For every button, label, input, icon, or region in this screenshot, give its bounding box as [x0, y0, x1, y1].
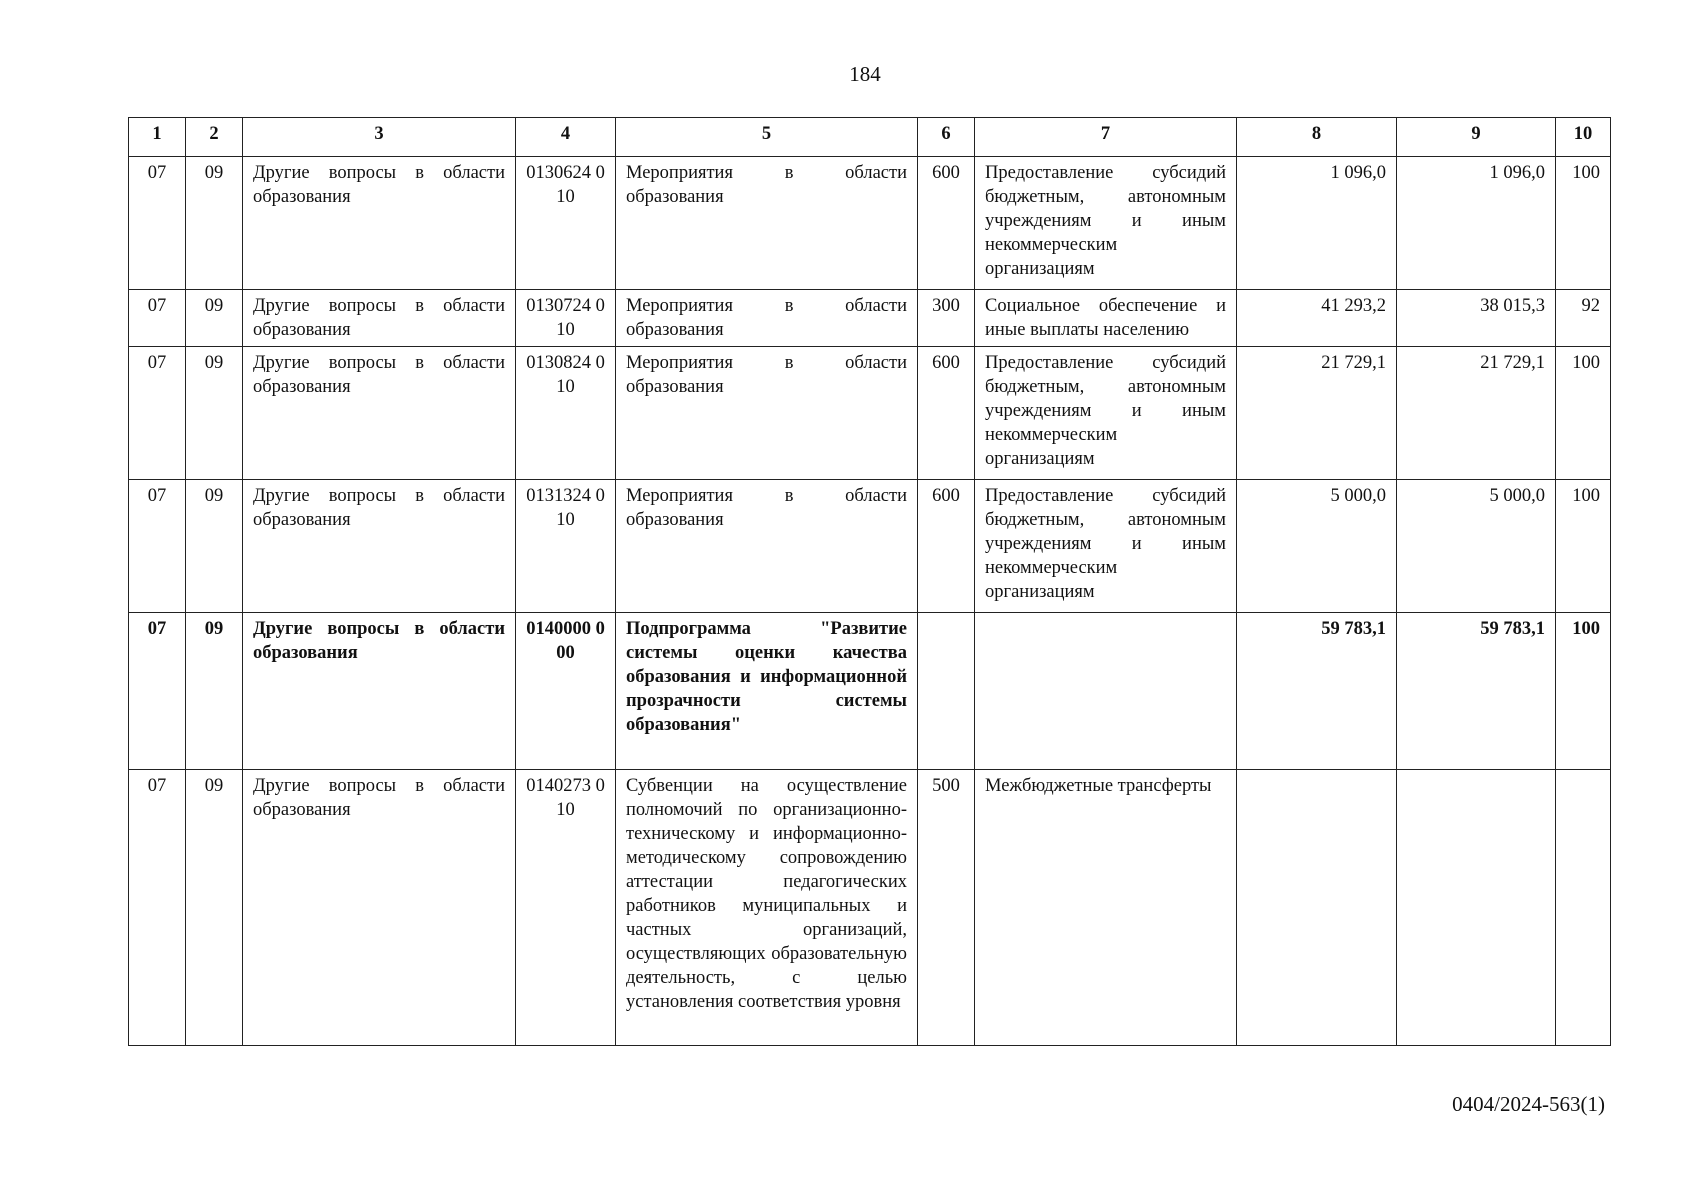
section-code: 07 — [129, 770, 186, 1046]
subsection-code: 09 — [186, 770, 243, 1046]
section-name: Другие вопросы в области образования — [243, 480, 516, 613]
table-row — [129, 157, 1611, 290]
execution-percent: 100 — [1556, 347, 1611, 480]
target-article-code: 0130724 010 — [516, 290, 616, 347]
section-name: Другие вопросы в области образования — [243, 613, 516, 770]
section-name: Другие вопросы в области образования — [243, 347, 516, 480]
header-col-10: 10 — [1556, 118, 1611, 157]
execution-percent: 100 — [1556, 613, 1611, 770]
expense-type-code: 600 — [918, 480, 975, 613]
executed-amount: 1 096,0 — [1397, 157, 1556, 290]
table-row — [129, 480, 1611, 613]
planned-amount: 1 096,0 — [1237, 157, 1397, 290]
section-name: Другие вопросы в области образования — [243, 290, 516, 347]
article-name: Субвенции на осуществление полномочий по организационно-техническому и информационно-методическому сопровождению аттестации педагогических работников муниципальных и частных организаций, осуществляющих образовательную деятельность, с целью установления соответствия уровня — [616, 770, 918, 1046]
execution-percent — [1556, 770, 1611, 1046]
header-col-6: 6 — [918, 118, 975, 157]
executed-amount: 21 729,1 — [1397, 347, 1556, 480]
header-col-7: 7 — [975, 118, 1237, 157]
expense-type-code: 600 — [918, 347, 975, 480]
target-article-code: 0140000 000 — [516, 613, 616, 770]
planned-amount: 5 000,0 — [1237, 480, 1397, 613]
expense-type-name: Предоставление субсидий бюджетным, автономным учреждениям и иным некоммерческим организациям — [975, 157, 1237, 290]
subprogram-name: Подпрограмма "Развитие системы оценки качества образования и информационной прозрачности системы образования" — [616, 613, 918, 770]
planned-amount — [1237, 770, 1397, 1046]
target-article-code: 0130824 010 — [516, 347, 616, 480]
expense-type-code: 500 — [918, 770, 975, 1046]
budget-table — [128, 117, 1611, 1046]
expense-type-name: Социальное обеспечение и иные выплаты населению — [975, 290, 1237, 347]
planned-amount: 41 293,2 — [1237, 290, 1397, 347]
expense-type-name: Предоставление субсидий бюджетным, автономным учреждениям и иным некоммерческим организациям — [975, 480, 1237, 613]
page-number: 184 — [849, 62, 881, 86]
executed-amount — [1397, 770, 1556, 1046]
section-code: 07 — [129, 480, 186, 613]
article-name: Мероприятия в области образования — [616, 347, 918, 480]
table-row — [129, 347, 1611, 480]
subsection-code: 09 — [186, 347, 243, 480]
executed-amount: 5 000,0 — [1397, 480, 1556, 613]
execution-percent: 100 — [1556, 480, 1611, 613]
execution-percent: 100 — [1556, 157, 1611, 290]
planned-amount: 59 783,1 — [1237, 613, 1397, 770]
header-col-5: 5 — [616, 118, 918, 157]
header-col-9: 9 — [1397, 118, 1556, 157]
section-code: 07 — [129, 347, 186, 480]
subsection-code: 09 — [186, 480, 243, 613]
expense-type-code: 300 — [918, 290, 975, 347]
header-col-4: 4 — [516, 118, 616, 157]
article-name: Мероприятия в области образования — [616, 480, 918, 613]
target-article-code: 0140273 010 — [516, 770, 616, 1046]
execution-percent: 92 — [1556, 290, 1611, 347]
table-row-subprogram — [129, 613, 1611, 770]
subsection-code: 09 — [186, 290, 243, 347]
expense-type-name: Межбюджетные трансферты — [975, 770, 1237, 1046]
expense-type-name — [975, 613, 1237, 770]
header-col-3: 3 — [243, 118, 516, 157]
subsection-code: 09 — [186, 157, 243, 290]
planned-amount: 21 729,1 — [1237, 347, 1397, 480]
section-name: Другие вопросы в области образования — [243, 157, 516, 290]
subsection-code: 09 — [186, 613, 243, 770]
expense-type-name: Предоставление субсидий бюджетным, автономным учреждениям и иным некоммерческим организациям — [975, 347, 1237, 480]
header-col-8: 8 — [1237, 118, 1397, 157]
document-code: 0404/2024-563(1) — [1452, 1092, 1605, 1116]
executed-amount: 59 783,1 — [1397, 613, 1556, 770]
section-code: 07 — [129, 613, 186, 770]
target-article-code: 0130624 010 — [516, 157, 616, 290]
article-name: Мероприятия в области образования — [616, 157, 918, 290]
table-row — [129, 290, 1611, 347]
expense-type-code — [918, 613, 975, 770]
article-name: Мероприятия в области образования — [616, 290, 918, 347]
table-header-row — [129, 118, 1611, 157]
table-row — [129, 770, 1611, 1046]
section-code: 07 — [129, 290, 186, 347]
expense-type-code: 600 — [918, 157, 975, 290]
section-name: Другие вопросы в области образования — [243, 770, 516, 1046]
header-col-1: 1 — [129, 118, 186, 157]
target-article-code: 0131324 010 — [516, 480, 616, 613]
executed-amount: 38 015,3 — [1397, 290, 1556, 347]
header-col-2: 2 — [186, 118, 243, 157]
section-code: 07 — [129, 157, 186, 290]
